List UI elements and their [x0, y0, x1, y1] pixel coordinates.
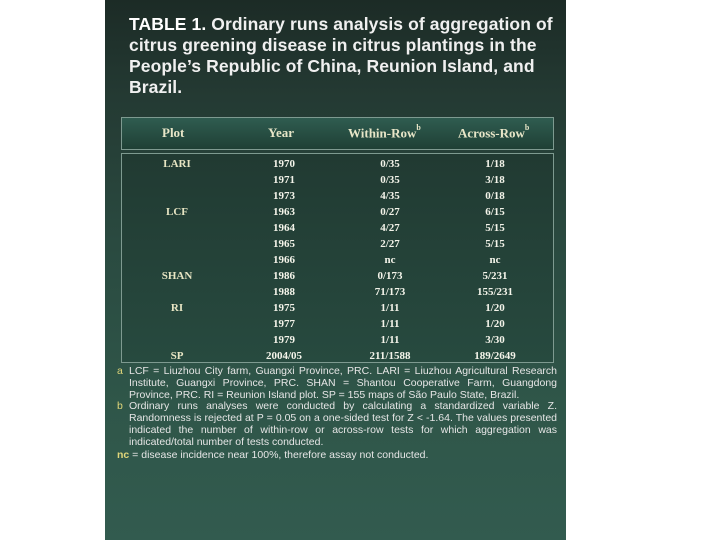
header-across-row — [458, 125, 529, 141]
cell-year: 1970 — [273, 158, 295, 170]
cell-year: 1979 — [273, 334, 295, 346]
table-title-label: TABLE 1. — [129, 14, 207, 34]
table-row — [122, 174, 553, 190]
cell-plot: SHAN — [161, 270, 193, 282]
table-row — [122, 318, 553, 334]
cell-within-row: 1/11 — [380, 302, 400, 314]
cell-year: 1977 — [273, 318, 295, 330]
table-row — [122, 222, 553, 238]
cell-year: 1966 — [273, 254, 295, 266]
cell-across-row: 1/20 — [485, 302, 505, 314]
cell-within-row: 0/27 — [380, 206, 400, 218]
table-row — [122, 206, 553, 222]
cell-year: 1973 — [273, 190, 295, 202]
slide — [105, 0, 566, 540]
cell-year: 1964 — [273, 222, 295, 234]
table-title — [129, 14, 559, 98]
cell-within-row: 0/35 — [380, 158, 400, 170]
table-row — [122, 190, 553, 206]
header-within-row-footnote: b — [416, 123, 421, 132]
table-row — [122, 238, 553, 254]
cell-plot: LCF — [166, 206, 188, 218]
cell-year: 2004/05 — [265, 350, 303, 362]
table-body — [121, 153, 554, 363]
cell-across-row: 0/18 — [485, 190, 505, 202]
cell-year: 1986 — [273, 270, 295, 282]
header-plot: Plot — [162, 125, 185, 140]
cell-across-row: 155/231 — [476, 286, 514, 298]
footnote-a-text: LCF = Liuzhou City farm, Guangxi Province, PRC. LARI = Liuzhou Agricultural Research Institute, Guangxi Province, PRC. SHAN = Shantou Cooperative Farm, Guangdong Province, PRC. RI = Reunion Island plot. SP = 155 maps of São Paulo State, Brazil. — [129, 365, 557, 401]
cell-across-row: nc — [489, 254, 501, 266]
table-row — [122, 270, 553, 286]
footnote-a-marker: a — [117, 365, 123, 377]
cell-across-row: 5/231 — [482, 270, 508, 282]
cell-across-row: 5/15 — [485, 222, 505, 234]
table-row — [122, 334, 553, 350]
footnotes — [117, 366, 557, 461]
footnote-nc — [117, 450, 557, 462]
cell-plot: RI — [170, 302, 184, 314]
cell-year: 1965 — [273, 238, 295, 250]
cell-within-row: 2/27 — [380, 238, 400, 250]
cell-across-row: 3/18 — [485, 174, 505, 186]
cell-across-row: 1/18 — [485, 158, 505, 170]
cell-within-row: 0/173 — [377, 270, 403, 282]
cell-plot: LARI — [163, 158, 191, 170]
cell-within-row: 211/1588 — [369, 350, 411, 362]
table-row — [122, 350, 553, 366]
cell-within-row: 4/27 — [380, 222, 400, 234]
cell-plot: SP — [170, 350, 184, 362]
header-across-row-footnote: b — [524, 123, 530, 132]
footnote-nc-key: nc — [117, 448, 130, 461]
cell-within-row: 1/11 — [380, 334, 400, 346]
table-row — [122, 254, 553, 270]
cell-across-row: 189/2649 — [474, 350, 516, 362]
table-row — [122, 302, 553, 318]
table-row — [122, 286, 553, 302]
footnote-b-text: Ordinary runs analyses were conducted by calculating a standardized variable Z. Randomness is rejected at P = 0.05 on a one-sided test for Z < -1.64. The values presented indicated the number of within-row or across-row tests for which aggregation was indicated/total number of tests conducted. — [129, 400, 557, 448]
cell-within-row: 71/173 — [374, 286, 406, 298]
table-row — [122, 158, 553, 174]
cell-across-row: 6/15 — [485, 206, 505, 218]
cell-within-row: 0/35 — [380, 174, 400, 186]
cell-across-row: 3/30 — [485, 334, 505, 346]
table-title-text: Ordinary runs analysis of aggregation of citrus greening disease in citrus plantings in the People’s Republic of China, Reunion Island, and Brazil. — [129, 14, 553, 97]
cell-within-row: 4/35 — [380, 190, 400, 202]
footnote-a — [117, 366, 557, 401]
footnote-b — [117, 401, 557, 448]
header-year: Year — [268, 125, 294, 140]
table-header — [121, 117, 554, 150]
cell-within-row: 1/11 — [380, 318, 400, 330]
cell-year: 1963 — [273, 206, 295, 218]
cell-year: 1975 — [273, 302, 295, 314]
cell-across-row: 1/20 — [485, 318, 505, 330]
footnote-nc-text: = disease incidence near 100%, therefore assay not conducted. — [129, 448, 429, 461]
cell-year: 1988 — [273, 286, 295, 298]
cell-year: 1971 — [273, 174, 295, 186]
header-within-row-label: Within-Row — [348, 125, 417, 141]
cell-within-row: nc — [384, 254, 396, 266]
footnote-b-marker: b — [117, 400, 123, 413]
cell-across-row: 5/15 — [485, 238, 505, 250]
header-within-row — [348, 125, 421, 141]
header-across-row-label: Across-Row — [458, 125, 525, 141]
